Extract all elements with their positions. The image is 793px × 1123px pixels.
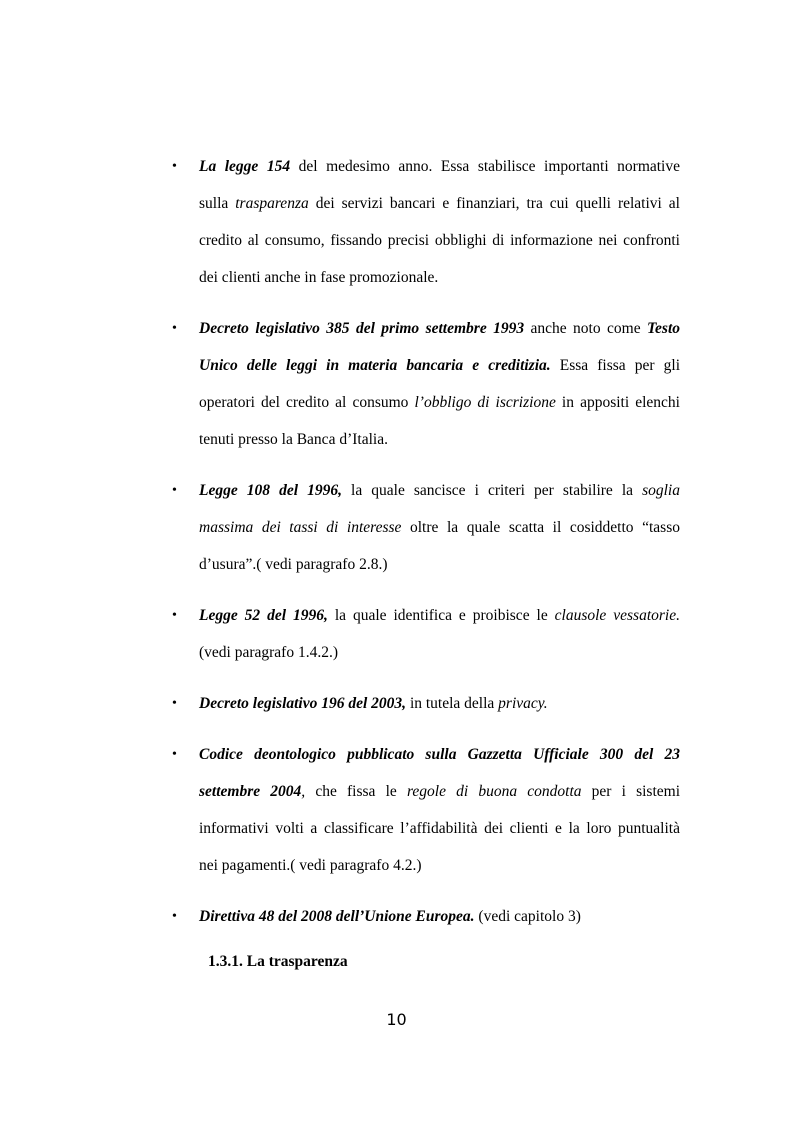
text-line bbox=[199, 685, 680, 722]
text-line bbox=[199, 472, 680, 509]
bullet-icon: • bbox=[172, 696, 177, 711]
text-line bbox=[199, 148, 680, 185]
text-run: Testo bbox=[646, 320, 680, 337]
text-run: Codice deontologico pubblicato sulla Gazzetta Ufficiale 300 del 23 bbox=[199, 746, 680, 763]
text-run: oltre la quale scatta il cosiddetto “tasso bbox=[401, 519, 680, 536]
text-run: Legge 108 del 1996, bbox=[199, 482, 342, 499]
text-run: del medesimo anno. Essa stabilisce importanti normative bbox=[290, 158, 680, 175]
bullet-icon: • bbox=[172, 747, 177, 762]
text-run: trasparenza bbox=[235, 195, 309, 212]
text-run: in appositi elenchi bbox=[555, 394, 680, 411]
text-run: l’obbligo di iscrizione bbox=[414, 394, 556, 411]
bullet-icon: • bbox=[172, 159, 177, 174]
bullet-icon: • bbox=[172, 483, 177, 498]
text-line bbox=[199, 810, 680, 847]
list-item bbox=[172, 736, 681, 884]
text-line bbox=[199, 310, 680, 347]
text-run: (vedi capitolo 3) bbox=[474, 908, 581, 925]
text-run: privacy. bbox=[498, 695, 548, 712]
text-run: Direttiva 48 del 2008 dell’Unione Europea. bbox=[199, 908, 475, 925]
text-run: Essa fissa per gli bbox=[550, 357, 680, 374]
list-item bbox=[172, 597, 680, 671]
text-run: Unico delle leggi in materia bancaria e creditizia. bbox=[199, 357, 551, 374]
text-run: d’usura”.( vedi paragrafo 2.8.) bbox=[199, 556, 388, 573]
text-line bbox=[199, 546, 680, 583]
list-item bbox=[172, 685, 680, 722]
page-number: 10 bbox=[386, 1010, 407, 1029]
text-line bbox=[199, 736, 680, 773]
text-run: Decreto legislativo 196 del 2003, bbox=[199, 695, 407, 712]
bullet-icon: • bbox=[172, 321, 177, 336]
text-run: settembre 2004 bbox=[199, 783, 302, 800]
text-run: per i sistemi bbox=[581, 783, 681, 800]
text-line bbox=[199, 222, 680, 259]
list-item bbox=[172, 148, 680, 296]
text-line bbox=[199, 597, 680, 634]
text-run: anche noto come bbox=[524, 320, 647, 337]
text-line bbox=[199, 259, 680, 296]
text-run: la quale sancisce i criteri per stabilire la bbox=[341, 482, 643, 499]
text-run: , bbox=[301, 783, 306, 800]
text-line bbox=[199, 185, 680, 222]
text-line bbox=[199, 421, 680, 458]
text-line bbox=[199, 773, 680, 810]
text-run: dei clienti anche in fase promozionale. bbox=[199, 269, 439, 286]
text-line bbox=[199, 898, 680, 935]
text-run: La legge 154 bbox=[199, 158, 291, 175]
bullet-icon: • bbox=[172, 909, 177, 924]
text-run: dei servizi bancari e finanziari, tra cui quelli relativi al bbox=[308, 195, 680, 212]
text-run: credito al consumo, fissando precisi obblighi di informazione nei confronti bbox=[199, 232, 680, 249]
text-run: Legge 52 del 1996, bbox=[199, 607, 328, 624]
text-run: informativi volti a classificare l’affidabilità dei clienti e la loro puntualità bbox=[199, 820, 680, 837]
list-item bbox=[172, 472, 680, 583]
text-run: clausole vessatorie. bbox=[554, 607, 680, 624]
text-line bbox=[199, 847, 680, 884]
text-run: tenuti presso la Banca d’Italia. bbox=[199, 431, 388, 448]
text-run: regole di buona condotta bbox=[406, 783, 582, 800]
text-run: che fissa le bbox=[305, 783, 407, 800]
text-run: nei pagamenti.( vedi paragrafo 4.2.) bbox=[199, 857, 422, 874]
text-run: in tutela della bbox=[406, 695, 499, 712]
list-item bbox=[172, 310, 680, 458]
text-run: soglia bbox=[642, 482, 680, 499]
text-line bbox=[199, 509, 680, 546]
text-run: sulla bbox=[199, 195, 236, 212]
text-run: (vedi paragrafo 1.4.2.) bbox=[199, 644, 339, 661]
bullet-icon: • bbox=[172, 608, 177, 623]
list-item bbox=[172, 898, 680, 935]
text-line bbox=[199, 634, 680, 671]
text-line bbox=[199, 347, 680, 384]
text-run: Decreto legislativo 385 del primo settembre 1993 bbox=[199, 320, 525, 337]
text-line bbox=[199, 384, 680, 421]
text-run: massima dei tassi di interesse bbox=[199, 519, 402, 536]
section-heading: 1.3.1. La trasparenza bbox=[208, 953, 348, 970]
text-run: la quale identifica e proibisce le bbox=[327, 607, 555, 624]
text-run: operatori del credito al consumo bbox=[199, 394, 415, 411]
